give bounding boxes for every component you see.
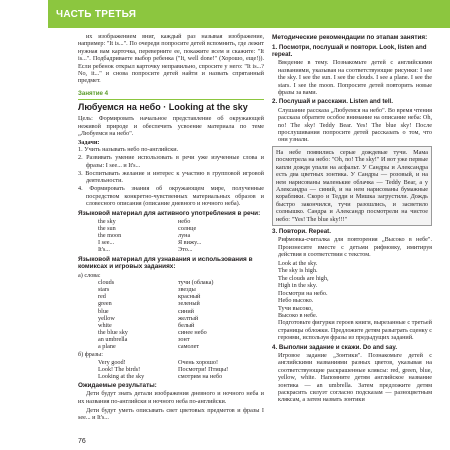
method-heading: Методические рекомендации по этапам занятия: bbox=[272, 34, 428, 41]
left-column bbox=[78, 33, 264, 423]
rhyme-line: The sky is high. bbox=[278, 267, 318, 275]
lesson-label: Занятие 4 bbox=[78, 89, 109, 97]
vocab-en: the sky bbox=[98, 218, 116, 226]
vocab-en: white bbox=[98, 321, 112, 329]
passive-vocab-heading: Языковой материал для узнавания и использования в комиксах и игровых заданиях: bbox=[78, 255, 253, 271]
vocab-ru: зеленый bbox=[178, 300, 200, 308]
phrase-row bbox=[78, 359, 264, 366]
expected-result: Дети будут уметь описывать свет цветовых предметов и фразы I see... и It's... bbox=[78, 406, 264, 422]
vocab-en: red bbox=[98, 293, 106, 301]
phrase-en: Look! The birds! bbox=[98, 365, 141, 373]
vocab-ru: Я вижу... bbox=[178, 239, 202, 247]
vocab-ru: самолет bbox=[178, 343, 200, 350]
step-3-text: Рифмовка-считалка для повторения „Высоко в небе". Произнесите вместе с детьми рифмовку, имитируя действия в соответствии с текстом. bbox=[278, 236, 432, 259]
phrase-row bbox=[78, 366, 264, 373]
vocab-row bbox=[78, 293, 264, 300]
vocab-en: clouds bbox=[98, 279, 115, 287]
phrase-ru: Очень хорошо! bbox=[178, 358, 219, 366]
vocab-row bbox=[78, 300, 264, 307]
right-column bbox=[272, 33, 432, 405]
vocab-en: a plane bbox=[98, 343, 116, 350]
vocab-ru: небо bbox=[178, 218, 191, 226]
step-4-title: 4. Выполни задание и скажи. Do and say. bbox=[272, 343, 398, 351]
vocab-ru: синее небо bbox=[178, 328, 207, 336]
active-vocab-heading: Языковой материал для активного употребления в речи: bbox=[78, 209, 261, 217]
vocab-en: green bbox=[98, 300, 112, 308]
rhyme-line: Высоко в небе. bbox=[278, 311, 318, 319]
vocab-en: stars bbox=[98, 286, 110, 294]
vocab-en: I see... bbox=[98, 239, 115, 247]
vocab-en: It's... bbox=[98, 246, 110, 254]
intro-paragraph: их изображением вниг, каждый раз называя изображение, например: "It is...". По очереди попросите детей вспомнить, где лежит нужная вам карточка, переверните ее, покажите всем и скажите: "It is...". Подбадриваете выбор ребенка ("It, well done!" (Хорошо, еще!)). Если ребенок открыл карточку неправильно, спросите у него: "It is...? No, it..." и снова попросите детей найти и назвать спрятанный предмет. bbox=[78, 33, 264, 85]
vocab-row bbox=[78, 336, 264, 343]
vocab-en: the moon bbox=[98, 232, 122, 240]
vocab-row bbox=[78, 286, 264, 293]
vocab-ru: звезды bbox=[178, 286, 196, 294]
vocab-en: yellow bbox=[98, 314, 115, 322]
phrase-ru: смотрим на небо bbox=[178, 372, 223, 380]
vocab-ru: тучи (облака) bbox=[178, 279, 214, 287]
task-item: 4. Формировать знания об окружающем мире, полученные посредством конкретно-чувственных материальных образов и словесного описания (описание дневного и ночного неба). bbox=[78, 185, 264, 208]
vocab-row bbox=[78, 315, 264, 322]
step-2-text: Слушание рассказа „Любуемся на небо". Во время чтения рассказа обратите особое внимание на описание неба: Oh, no! The sky! Teddy Bear. Yes! The blue sky! После прослушивания попросите детей рассказать о том, что они узнали. bbox=[278, 106, 432, 144]
vocab-ru: Это... bbox=[178, 246, 193, 254]
story-box: На небе появились серые дождевые тучи. Мама посмотрела на небо: "Oh, no! The sky!" И вот уже первые капли дождя упали на асфальт. У Сандры и Александра есть два цветных зонтика. У Сандры — розовый, и на нем нарисованы маленькие облачка — Teddy Bear, а у Александра — синий, и на нем нарисованы бумажные кораблики. Скоро и Тедди и Мишка загрустили. Дождь быстро закончился, тучи разошлись, и засветило солнышко. Сандра и Александр посмотрели на чистое небо: "Yes! The blue sky!!!" bbox=[272, 146, 432, 226]
vocab-ru: солнце bbox=[178, 225, 197, 233]
phrases-subheading: б) фразы: bbox=[78, 351, 103, 359]
vocab-row bbox=[78, 329, 264, 336]
vocab-ru: желтый bbox=[178, 314, 199, 322]
expected-result: Дети будут знать детали изображения дневного и ночного неба и их названия по-английски и ночного неба по-английски. bbox=[78, 390, 264, 405]
rhyme-line: Тучи высоко, bbox=[278, 304, 313, 312]
vocab-ru: зонт bbox=[178, 335, 190, 343]
phrase-ru: Посмотри! Птицы! bbox=[178, 365, 229, 373]
active-vocab-table bbox=[78, 218, 264, 253]
vocab-row bbox=[78, 343, 264, 350]
phrases-table bbox=[78, 359, 264, 380]
rhyme-line: The clouds are high, bbox=[278, 274, 329, 282]
rhyme-line: Небо высоко. bbox=[278, 297, 314, 305]
tasks-heading: Задачи: bbox=[78, 139, 100, 147]
vocab-row bbox=[78, 322, 264, 329]
task-item: 2. Развивать умение использовать в речи уже изученные слова и фразы: I see... и It's... bbox=[78, 154, 264, 169]
rhyme-line: Look at the sky. bbox=[278, 260, 318, 268]
step-2-title: 2. Послушай и расскажи. Listen and tell. bbox=[272, 98, 393, 106]
expected-results-heading: Ожидаемые результаты: bbox=[78, 381, 157, 389]
vocab-ru: луна bbox=[178, 232, 191, 240]
vocab-row bbox=[78, 225, 264, 232]
phrase-en: Looking at the sky bbox=[98, 372, 145, 380]
vocab-en: the sun bbox=[98, 225, 116, 233]
vocab-row bbox=[78, 246, 264, 253]
phrase-row bbox=[78, 373, 264, 380]
step-3-title: 3. Повтори. Repeat. bbox=[272, 227, 331, 235]
rhyme-line: High in the sky. bbox=[278, 282, 318, 290]
vocab-row bbox=[78, 308, 264, 315]
vocab-ru: белый bbox=[178, 321, 195, 329]
vocab-row bbox=[78, 218, 264, 225]
task-item: 1. Учить называть небо по-английски. bbox=[78, 146, 179, 154]
vocab-row bbox=[78, 232, 264, 239]
vocab-ru: красный bbox=[178, 293, 201, 301]
vocab-row bbox=[78, 239, 264, 246]
vocab-en: an umbrella bbox=[98, 335, 128, 343]
lesson-rule bbox=[78, 99, 264, 101]
step-3-roleplay-text: Подготовьте фигурки героев книги, вырезанные с третьей страницы обложки. Предложите детям разыграть сценку с героями, используя фразы из предыдущих заданий. bbox=[278, 319, 432, 342]
step-4-text: Игровое задание „Зонтики". Познакомьте детей с английскими названиями разных цветов, указывая на соответствующие раскрашенные кляксы: red, green, blue, yellow, white. Напомните детям английское название зонтика — an umbrella. Затем предложите детям раскрасить силуэт согласно подсказам — разноцветным кляксам, а затем назвать зонтики bbox=[278, 351, 432, 404]
phrase-en: Very good! bbox=[98, 358, 126, 366]
lesson-title: Любуемся на небо · Looking at the sky bbox=[78, 102, 248, 113]
step-1-text: Введение в тему. Познакомьте детей с английскими названиями, указывая на соответствующие рисунки: I see the sky. I see the sun. I see the clouds. I see a plane. I see the stars. I see the moon. Попросите детей повторить новые фразы за вами. bbox=[278, 59, 432, 97]
section-title: ЧАСТЬ ТРЕТЬЯ bbox=[56, 9, 137, 20]
lesson-goal: Цель: Формировать начальное представление об окружающей неживой природе и обеспечить усвоение материала по теме „Любуемся на небо". bbox=[78, 115, 264, 138]
vocab-en: the blue sky bbox=[98, 328, 128, 336]
passive-vocab-table bbox=[78, 279, 264, 350]
vocab-row bbox=[78, 279, 264, 286]
vocab-ru: синий bbox=[178, 307, 194, 315]
rhyme-block bbox=[272, 260, 432, 319]
section-header-bar bbox=[48, 0, 450, 28]
rhyme-line: Посмотри на небо. bbox=[278, 289, 328, 297]
page-number: 76 bbox=[78, 438, 86, 445]
words-subheading: а) слова: bbox=[78, 271, 101, 279]
step-1-title: 1. Посмотри, послушай и повтори. Look, listen and repeat. bbox=[272, 43, 427, 58]
vocab-en: blue bbox=[98, 307, 109, 315]
task-item: 3. Воспитывать желание и интерес к участию в групповой игровой деятельности. bbox=[78, 169, 264, 185]
